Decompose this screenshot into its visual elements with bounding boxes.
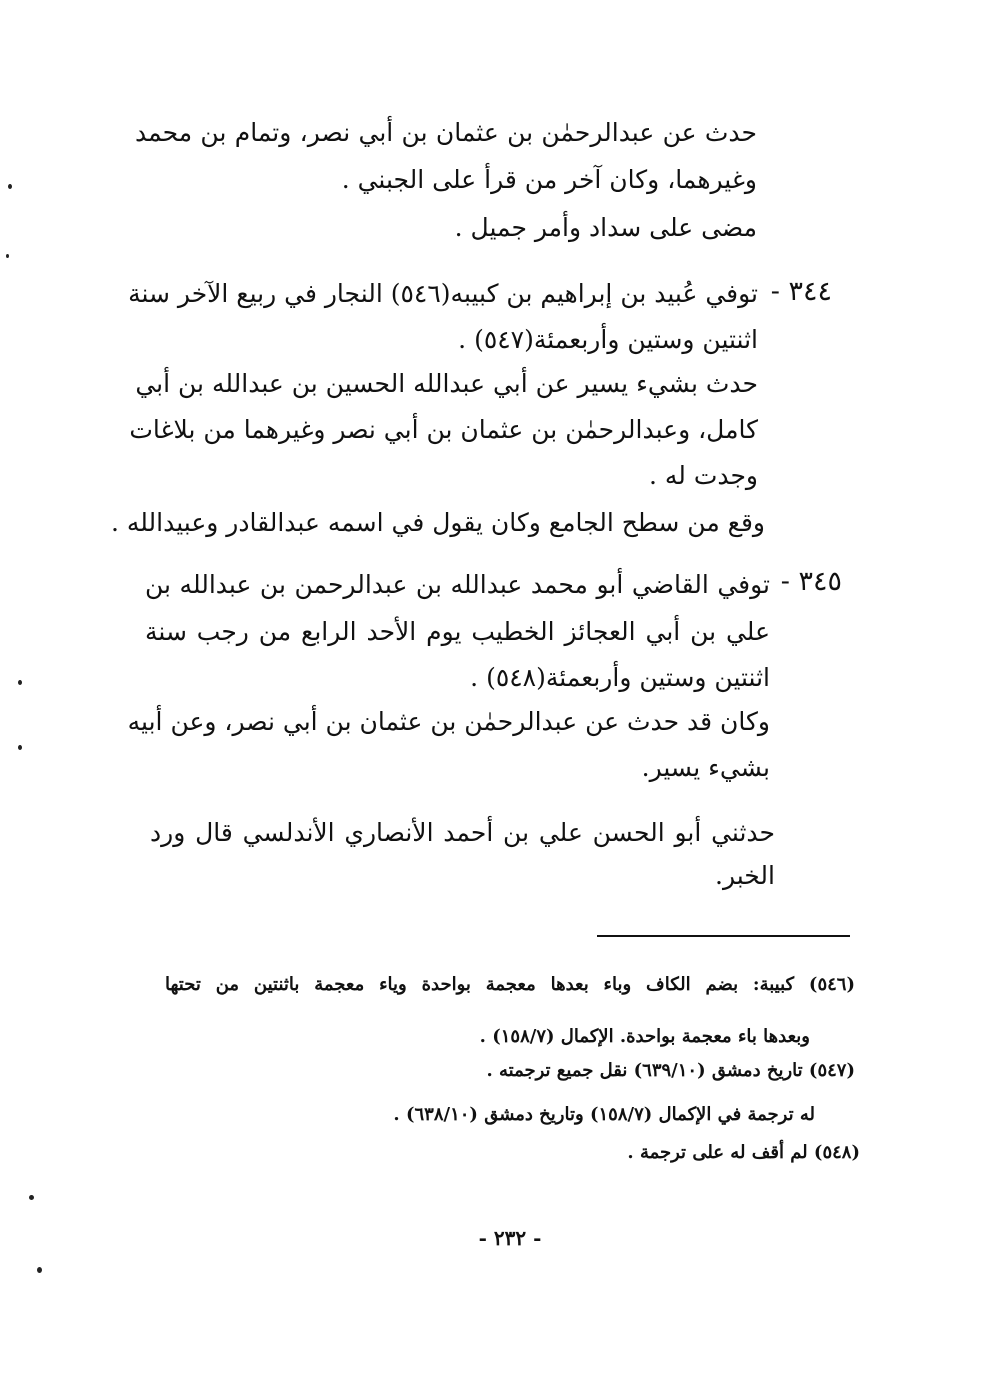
text-line: وجدت له . [648, 461, 758, 490]
footnote-rule [597, 935, 850, 937]
page-number: - ٢٣٢ - [478, 1226, 542, 1250]
text-line: اثنتين وستين وأربعمئة(٥٤٧) . [458, 325, 758, 354]
footnote-547-continued: له ترجمة في الإكمال (١٥٨/٧) وتاريخ دمشق (٦٣٨/١٠) . [393, 1104, 815, 1125]
scan-speck [18, 680, 22, 685]
scan-speck [8, 184, 12, 189]
footnote-548: (٥٤٨) لم أقف له على ترجمة . [627, 1142, 860, 1163]
entry-number: ٣٤٤ - [770, 276, 832, 307]
text-line: اثنتين وستين وأربعمئة(٥٤٨) . [470, 663, 770, 692]
footnote-546: (٥٤٦) كبيبة: بضم الكاف وباء بعدها معجمة بواحدة وياء معجمة باثنتين من تحتها [165, 974, 855, 995]
scan-speck [6, 254, 9, 258]
footnote-547: (٥٤٧) تاريخ دمشق (٦٣٩/١٠) نقل جميع ترجمته . [486, 1060, 855, 1081]
scan-speck [37, 1267, 42, 1273]
text-line: وكان قد حدث عن عبدالرحمٰن بن عثمان بن أبي نصر، وعن أبيه [127, 707, 770, 736]
text-line: حدثني أبو الحسن علي بن أحمد الأنصاري الأندلسي قال ورد [150, 818, 775, 847]
scan-speck [29, 1195, 34, 1200]
text-line: توفي عُبيد بن إبراهيم بن كبيبه(٥٤٦) النجار في ربيع الآخر سنة [128, 279, 758, 308]
scan-speck [18, 745, 22, 750]
text-line: مضى على سداد وأمر جميل . [454, 213, 757, 242]
text-line: علي بن أبي العجائز الخطيب يوم الأحد الرابع من رجب سنة [145, 617, 770, 646]
text-line: حدث بشيء يسير عن أبي عبدالله الحسين بن عبدالله بن أبي [135, 369, 758, 398]
text-line: كامل، وعبدالرحمٰن بن عثمان بن أبي نصر وغيرهما من بلاغات [129, 415, 758, 444]
text-line: بشيء يسير. [641, 753, 770, 782]
text-line: توفي القاضي أبو محمد عبدالله بن عبدالرحمن بن عبدالله بن [145, 570, 770, 599]
text-line: الخبر. [715, 861, 775, 890]
text-line: وقع من سطح الجامع وكان يقول في اسمه عبدالقادر وعبيدالله . [110, 508, 765, 537]
entry-number: ٣٤٥ - [780, 566, 842, 597]
text-line: حدث عن عبدالرحمٰن بن عثمان بن أبي نصر، وتمام بن محمد [135, 118, 757, 147]
text-line: وغيرهما، وكان آخر من قرأ على الجبني . [341, 165, 757, 194]
footnote-546-continued: وبعدها باء معجمة بواحدة. الإكمال (١٥٨/٧) . [479, 1026, 810, 1047]
